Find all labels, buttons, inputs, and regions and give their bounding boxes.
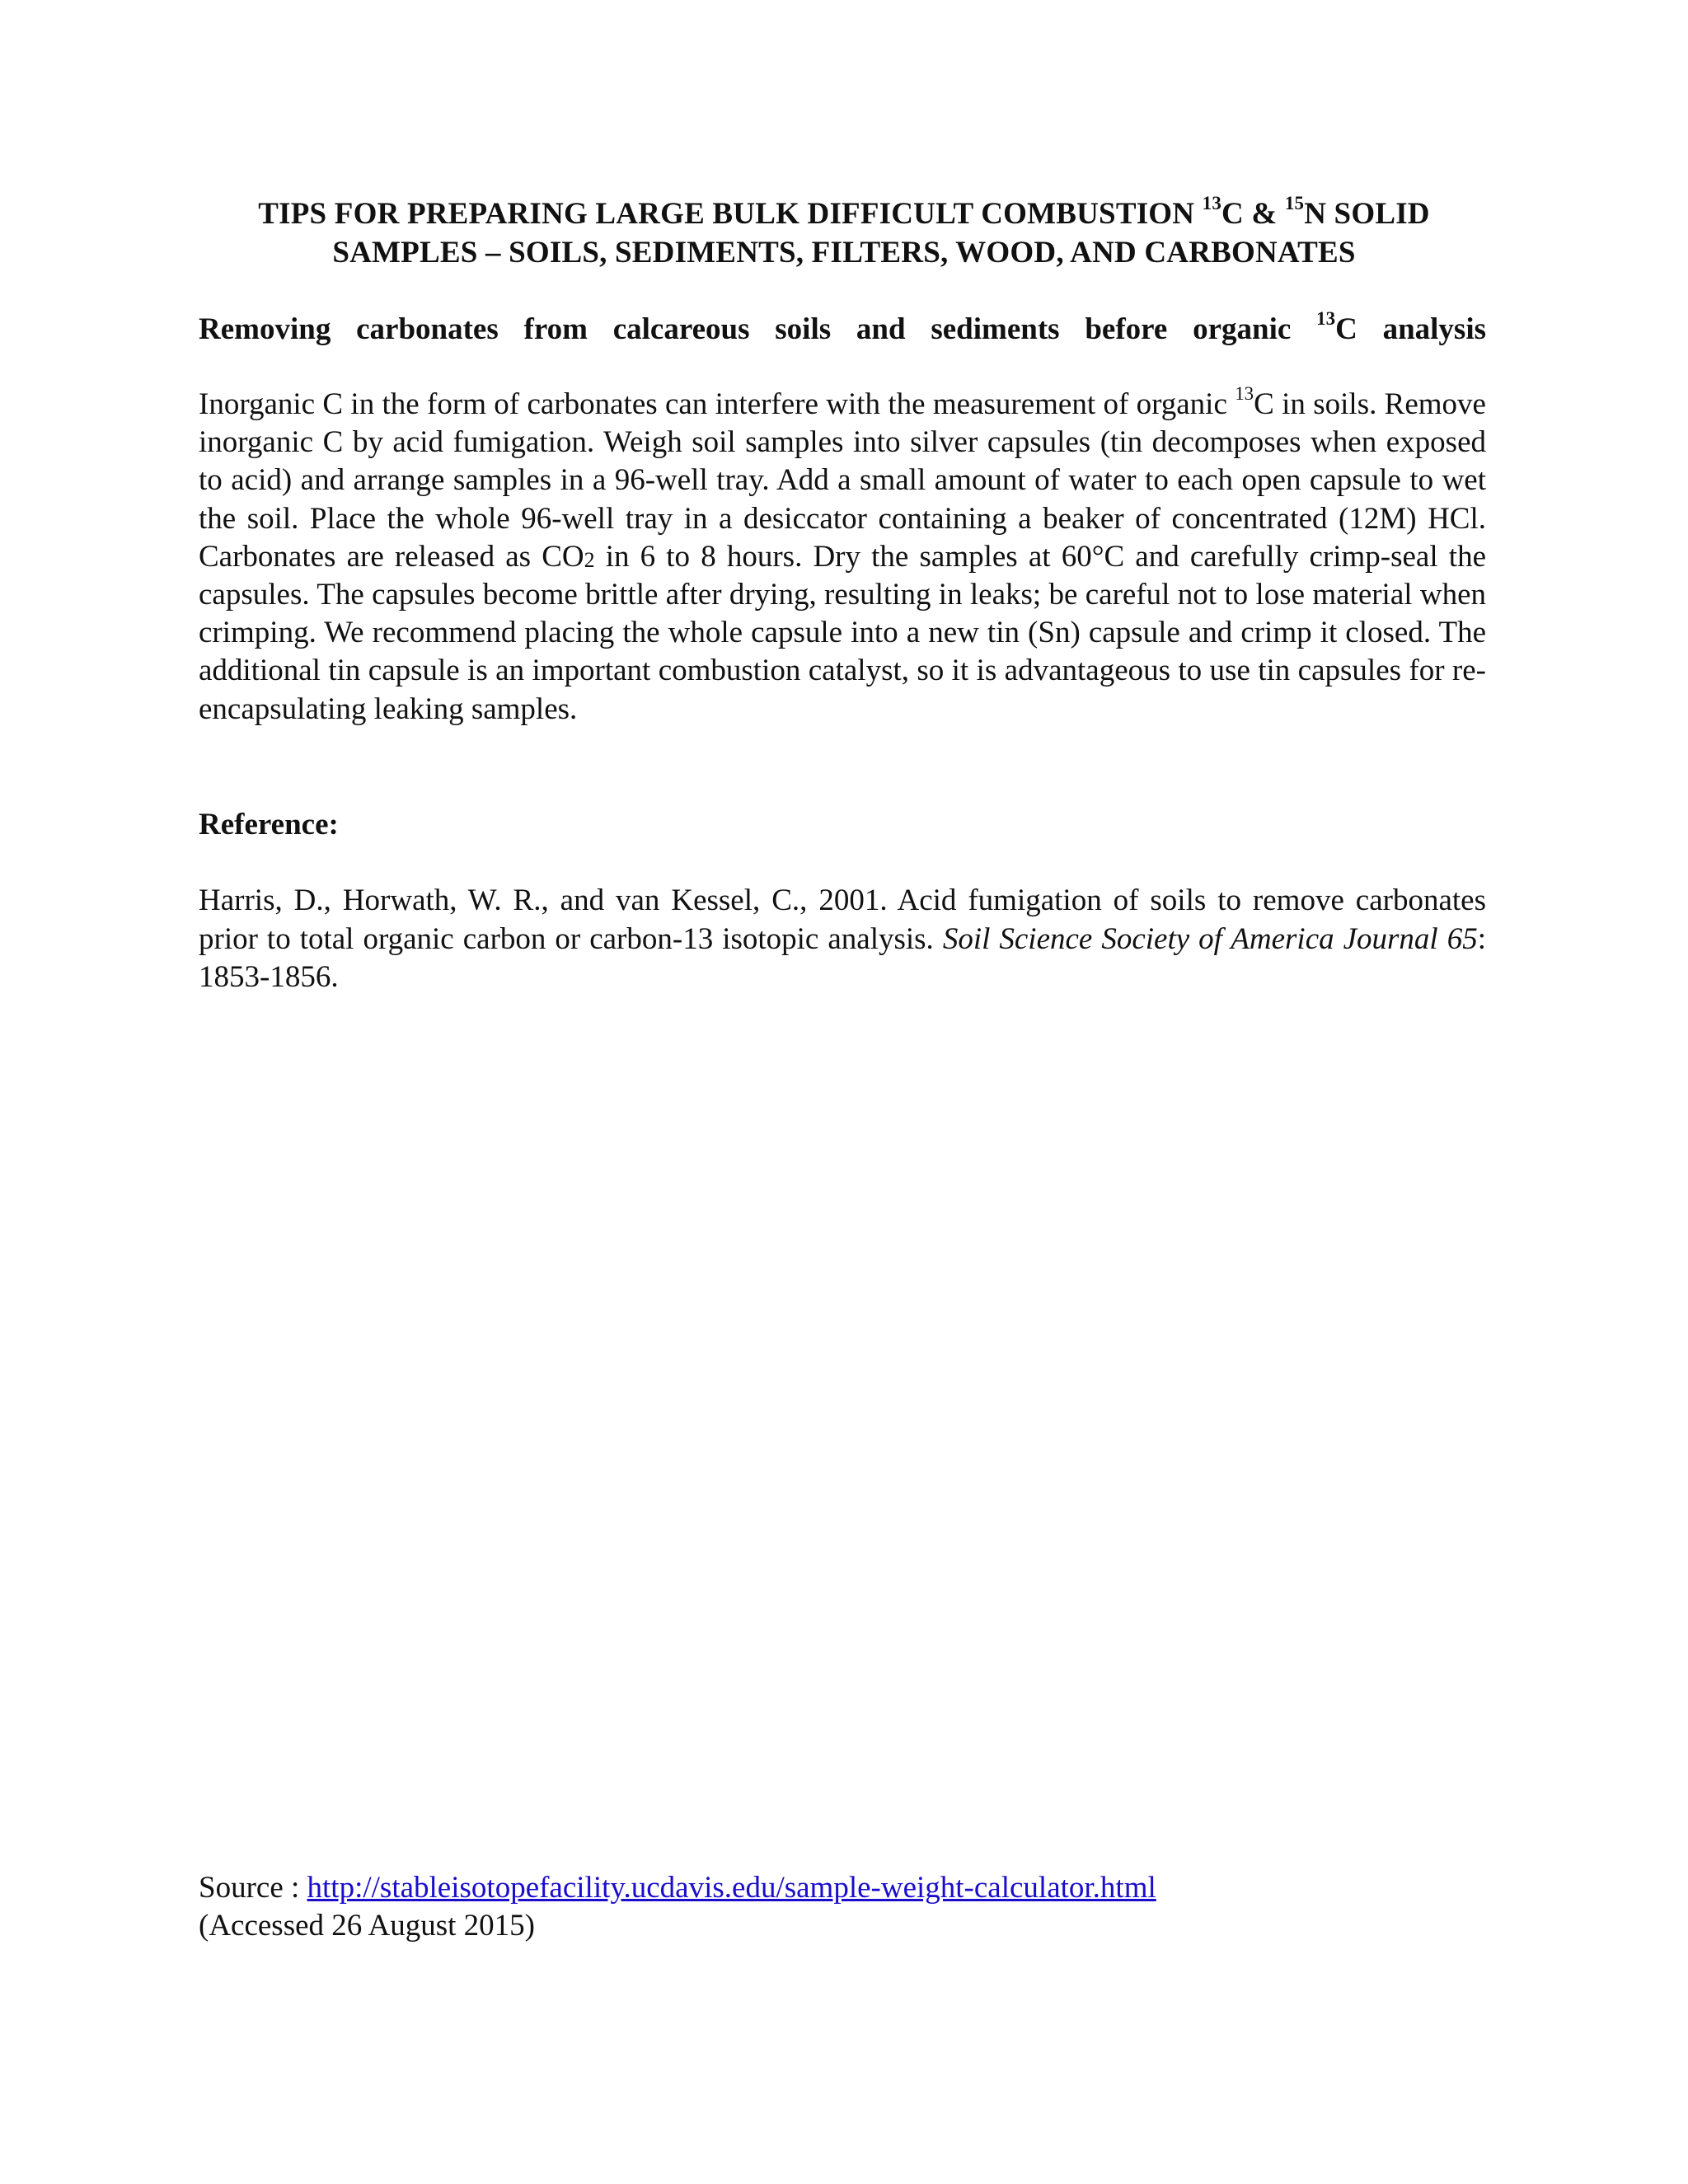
accessed-date: (Accessed 26 August 2015) xyxy=(199,1909,535,1943)
title-sup-15: 15 xyxy=(1284,193,1305,214)
reference-heading: Reference: xyxy=(199,808,339,841)
body-sup-13: 13 xyxy=(1235,383,1254,405)
section-heading-sup: 13 xyxy=(1316,308,1336,330)
section-heading-end: C analysis xyxy=(1335,312,1487,346)
source-link[interactable]: http://stableisotopefacility.ucdavis.edu/sample-weight-calculator.html xyxy=(307,1871,1156,1905)
reference-journal: Soil Science Society of America Journal 65 xyxy=(942,921,1478,956)
body-paragraph xyxy=(199,383,1486,729)
title-line1-text: TIPS FOR PREPARING LARGE BULK DIFFICULT COMBUSTION xyxy=(258,197,1203,231)
body-text-part1: Inorganic C in the form of carbonates can interfere with the measurement of organic xyxy=(199,387,1236,421)
title-mid-text: C & xyxy=(1221,197,1285,231)
body-text-part3: in 6 to 8 hours. Dry the samples at 60°C and carefully crimp-seal the capsules. The capsules become brittle after drying, resulting in leaks; be careful not to lose material when crimping. We recommend placing the whole capsule into a new tin (Sn) capsule and crimp it closed. The additional tin capsule is an important combustion catalyst, so it is advantageous to use tin capsules for re-encapsulating leaking samples. xyxy=(199,539,1486,726)
document-title xyxy=(165,194,1523,272)
reference-pages: : 1853-1856. xyxy=(199,921,1486,994)
title-sup-13: 13 xyxy=(1202,193,1221,214)
title-line1-end: N SOLID xyxy=(1304,197,1430,231)
reference-citation xyxy=(199,882,1486,997)
body-text-part2: C in soils. Remove inorganic C by acid fumigation. Weigh soil samples into silver capsules (tin decomposes when exposed to acid) and arrange samples in a 96-well tray. Add a small amount of water to each open capsule to wet the soil. Place the whole 96-well tray in a desiccator containing a beaker of concentrated (12M) HCl. Carbonates are released as CO xyxy=(199,387,1486,574)
title-line2-text: SAMPLES – SOILS, SEDIMENTS, FILTERS, WOOD, AND CARBONATES xyxy=(332,236,1356,269)
source-line xyxy=(199,1869,1156,1907)
section-heading xyxy=(199,310,1486,349)
reference-text: Harris, D., Horwath, W. R., and van Kessel, C., 2001. Acid fumigation of soils to remove carbonates prior to total organic carbon or carbon-13 isotopic analysis. xyxy=(199,883,1486,956)
body-sub-2: 2 xyxy=(584,548,595,573)
source-label: Source : xyxy=(199,1871,307,1905)
section-heading-text: Removing carbonates from calcareous soils and sediments before organic xyxy=(199,312,1317,346)
